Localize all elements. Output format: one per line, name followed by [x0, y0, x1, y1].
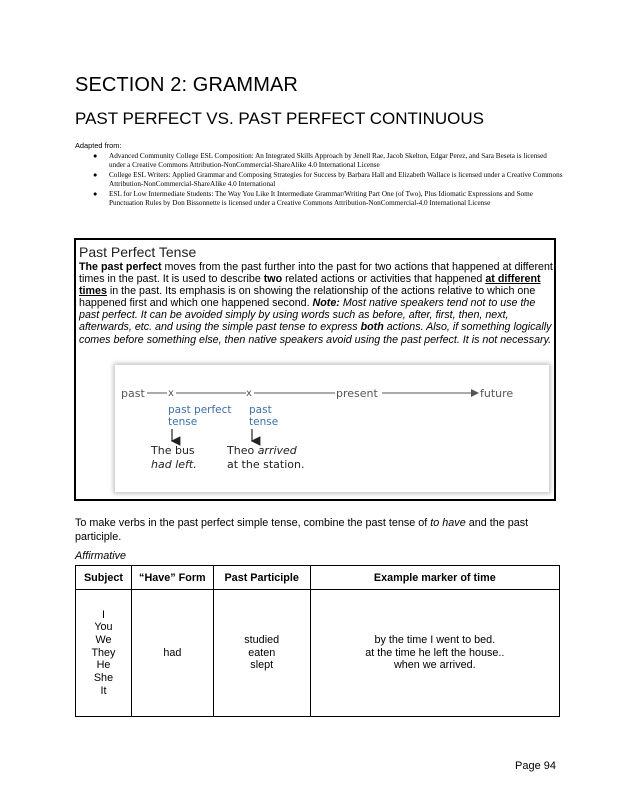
box-description — [79, 261, 553, 346]
past-perfect-tense-label-2: tense — [168, 416, 198, 428]
formation-intro — [75, 516, 555, 544]
bullet-icon: ● — [93, 190, 98, 198]
subject-item: It — [100, 684, 107, 697]
note-label: Note: — [312, 297, 340, 310]
example-bus: The bus — [151, 444, 195, 457]
desc-text: related actions or activities that happened — [282, 273, 486, 286]
marker-cell — [310, 590, 559, 717]
page-subtitle: PAST PERFECT VS. PAST PERFECT CONTINUOUS — [75, 109, 485, 128]
source-item — [93, 152, 563, 170]
participle-item: slept — [250, 659, 274, 672]
desc-text: in the past. Its emphasis is on showing the relationship of the actions relative to which one happened first and which one happened second. — [79, 285, 536, 310]
table-row — [76, 590, 560, 717]
term-bold: The past perfect — [79, 261, 162, 273]
note-text: Most native speakers tend not to use the past perfect. It can be avoided simply by using words such as before, after, first, then, next, afterwards, etc. and using the simple past tense to express — [79, 297, 536, 334]
header-time-marker: Example marker of time — [310, 566, 559, 590]
example-had-left: had left. — [151, 458, 197, 471]
emph-different-times: at different times — [79, 273, 541, 298]
source-item — [93, 171, 563, 189]
intro-to-have: to have — [430, 517, 466, 529]
intro-text: To make verbs in the past perfect simple tense, combine the past tense of — [75, 517, 431, 529]
timeline-past-label: past — [121, 387, 145, 400]
subject-item: He — [96, 659, 111, 672]
note-text: actions. Also, if something logically comes before something else, then native speakers avoid using the past perfect. It is not necessary. — [79, 321, 552, 346]
affirmative-label: Affirmative — [75, 550, 126, 562]
adapted-from-label: Adapted from: — [75, 141, 122, 150]
bullet-icon: ● — [93, 152, 98, 160]
marker-item: at the time he left the house.. — [365, 646, 505, 659]
source-list — [93, 152, 563, 209]
timeline-present-label: present — [336, 387, 378, 400]
have-form-cell — [131, 590, 213, 717]
subjects-cell — [76, 590, 132, 717]
intro-text: and the past participle. — [75, 517, 529, 543]
source-text: College ESL Writers: Applied Grammar and Composing Strategies for Success by Barbara Hall and Elizabeth Wallace is licensed under a Creative Commons Attribution-NonCommercial-ShareAlike 4.0 International — [109, 171, 563, 188]
section-title: SECTION 2: GRAMMAR — [75, 74, 298, 96]
table-header-row — [76, 566, 560, 590]
subject-item: I — [101, 608, 105, 621]
source-text: ESL for Low Intermediate Students: The Way You Like It Intermediate Grammar/Writing Part One (of Two), Plus Idiomatic Expressions and Some Punctuation Rules by Don Bissonnette is licensed under a Creative Commons Attribution-NonCommercial-4.0 International License — [109, 190, 533, 207]
desc-text: moves from the past further into the past for two actions that happened at different times in the past. It is used to describe — [79, 261, 553, 286]
grammar-table — [75, 565, 560, 717]
example-theo — [226, 444, 298, 457]
timeline-marker-past-perfect: x — [168, 388, 174, 399]
past-perfect-tense-label: past perfect — [168, 404, 232, 416]
participle-item: eaten — [248, 646, 276, 659]
bullet-icon: ● — [93, 171, 98, 179]
have-form-value: had — [163, 646, 182, 659]
page-number: Page 94 — [515, 760, 556, 772]
source-text: Advanced Community College ESL Composition: An Integrated Skills Approach by Jenell Rae, Jacob Skelton, Edgar Perez, and Sara Beseta is licensed under a Creative Commons Attribution-NonCommercial-ShareAlike 4.0 International License — [109, 152, 547, 169]
timeline-marker-past: x — [246, 388, 252, 399]
subject-item: We — [95, 633, 112, 646]
subject-item: You — [94, 621, 113, 634]
example-arrived: arrived — [257, 444, 297, 457]
source-item — [93, 190, 563, 208]
emph-two: two — [263, 273, 283, 286]
participle-item: studied — [244, 633, 280, 646]
timeline-future-label: future — [480, 387, 514, 400]
participle-cell — [213, 590, 310, 717]
header-past-participle: Past Participle — [213, 566, 310, 590]
example-theo-word: Theo — [227, 444, 258, 457]
header-have-form: “Have” Form — [131, 566, 213, 590]
box-title: Past Perfect Tense — [79, 244, 197, 260]
timeline-diagram — [115, 365, 549, 492]
emph-both: both — [360, 321, 384, 334]
header-subject: Subject — [76, 566, 132, 590]
subject-item: She — [93, 672, 114, 685]
example-at-station: at the station. — [227, 458, 305, 471]
marker-item: by the time I went to bed. — [374, 633, 496, 646]
past-tense-label-2: tense — [249, 416, 279, 428]
subject-item: They — [91, 646, 116, 659]
past-tense-label: past — [249, 404, 272, 416]
marker-item: when we arrived. — [394, 659, 476, 672]
